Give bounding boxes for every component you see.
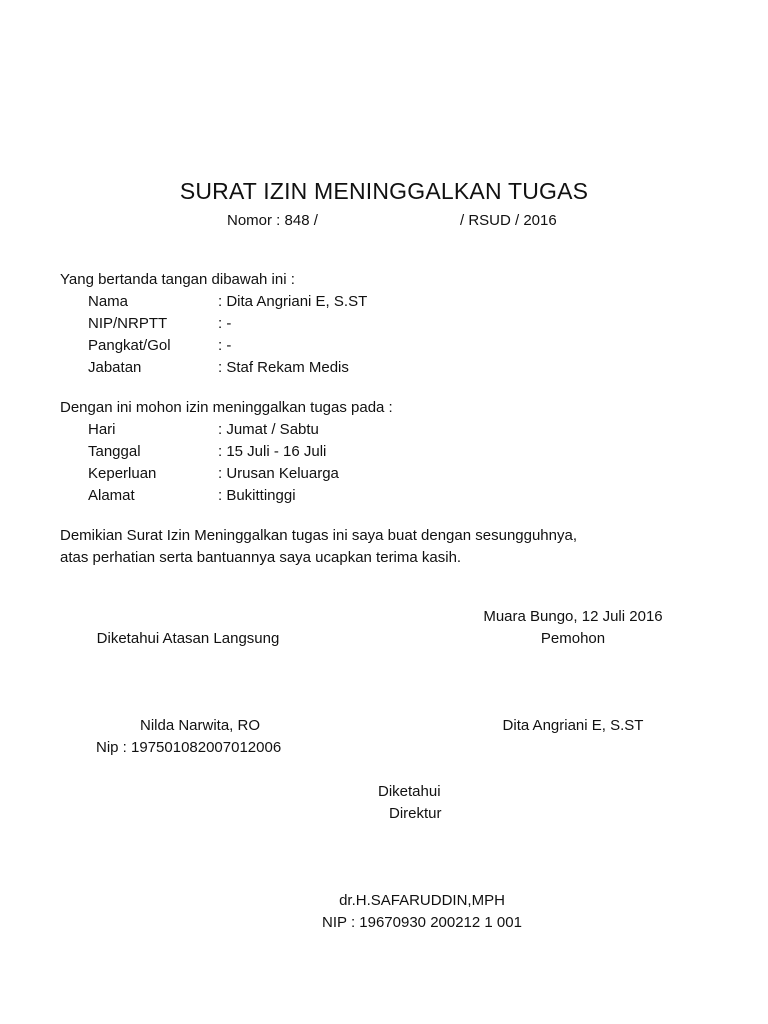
leave-label-hari: Hari — [88, 421, 116, 438]
nomor-suffix: / RSUD / 2016 — [460, 212, 557, 229]
nomor-prefix: Nomor : 848 / — [227, 212, 318, 229]
left-sign-nip: Nip : 197501082007012006 — [96, 739, 282, 756]
right-sign-name: Dita Angriani E, S.ST — [502, 717, 644, 734]
leave-value-tanggal: : 15 Juli - 16 Juli — [218, 443, 327, 460]
left-sign-role: Diketahui Atasan Langsung — [96, 630, 280, 647]
leave-label-tanggal: Tanggal — [88, 443, 141, 460]
director-known: Diketahui — [378, 783, 441, 800]
closing-line-1: Demikian Surat Izin Meninggalkan tugas ini saya buat dengan sesungguhnya, — [60, 527, 578, 544]
identity-label-pangkat: Pangkat/Gol — [88, 337, 171, 354]
leave-label-keperluan: Keperluan — [88, 465, 157, 482]
director-role: Direktur — [389, 805, 442, 822]
document-title: SURAT IZIN MENINGGALKAN TUGAS — [179, 178, 589, 204]
leave-value-hari: : Jumat / Sabtu — [218, 421, 319, 438]
right-sign-role: Pemohon — [540, 630, 606, 647]
identity-label-nip: NIP/NRPTT — [88, 315, 168, 332]
leave-label-alamat: Alamat — [88, 487, 135, 504]
identity-value-jabatan: : Staf Rekam Medis — [218, 359, 349, 376]
director-nip: NIP : 19670930 200212 1 001 — [322, 914, 522, 931]
identity-label-jabatan: Jabatan — [88, 359, 142, 376]
place-date: Muara Bungo, 12 Juli 2016 — [483, 608, 663, 625]
identity-value-nip: : - — [218, 315, 232, 332]
request-intro-text: Dengan ini mohon izin meninggalkan tugas pada : — [60, 399, 393, 416]
identity-value-pangkat: : - — [218, 337, 232, 354]
director-name: dr.H.SAFARUDDIN,MPH — [339, 892, 505, 909]
closing-line-2: atas perhatian serta bantuannya saya ucapkan terima kasih. — [60, 549, 462, 566]
leave-value-alamat: : Bukittinggi — [218, 487, 296, 504]
identity-label-nama: Nama — [88, 293, 129, 310]
intro-text: Yang bertanda tangan dibawah ini : — [60, 271, 295, 288]
leave-value-keperluan: : Urusan Keluarga — [218, 465, 339, 482]
identity-value-nama: : Dita Angriani E, S.ST — [218, 293, 368, 310]
left-sign-name: Nilda Narwita, RO — [139, 717, 261, 734]
